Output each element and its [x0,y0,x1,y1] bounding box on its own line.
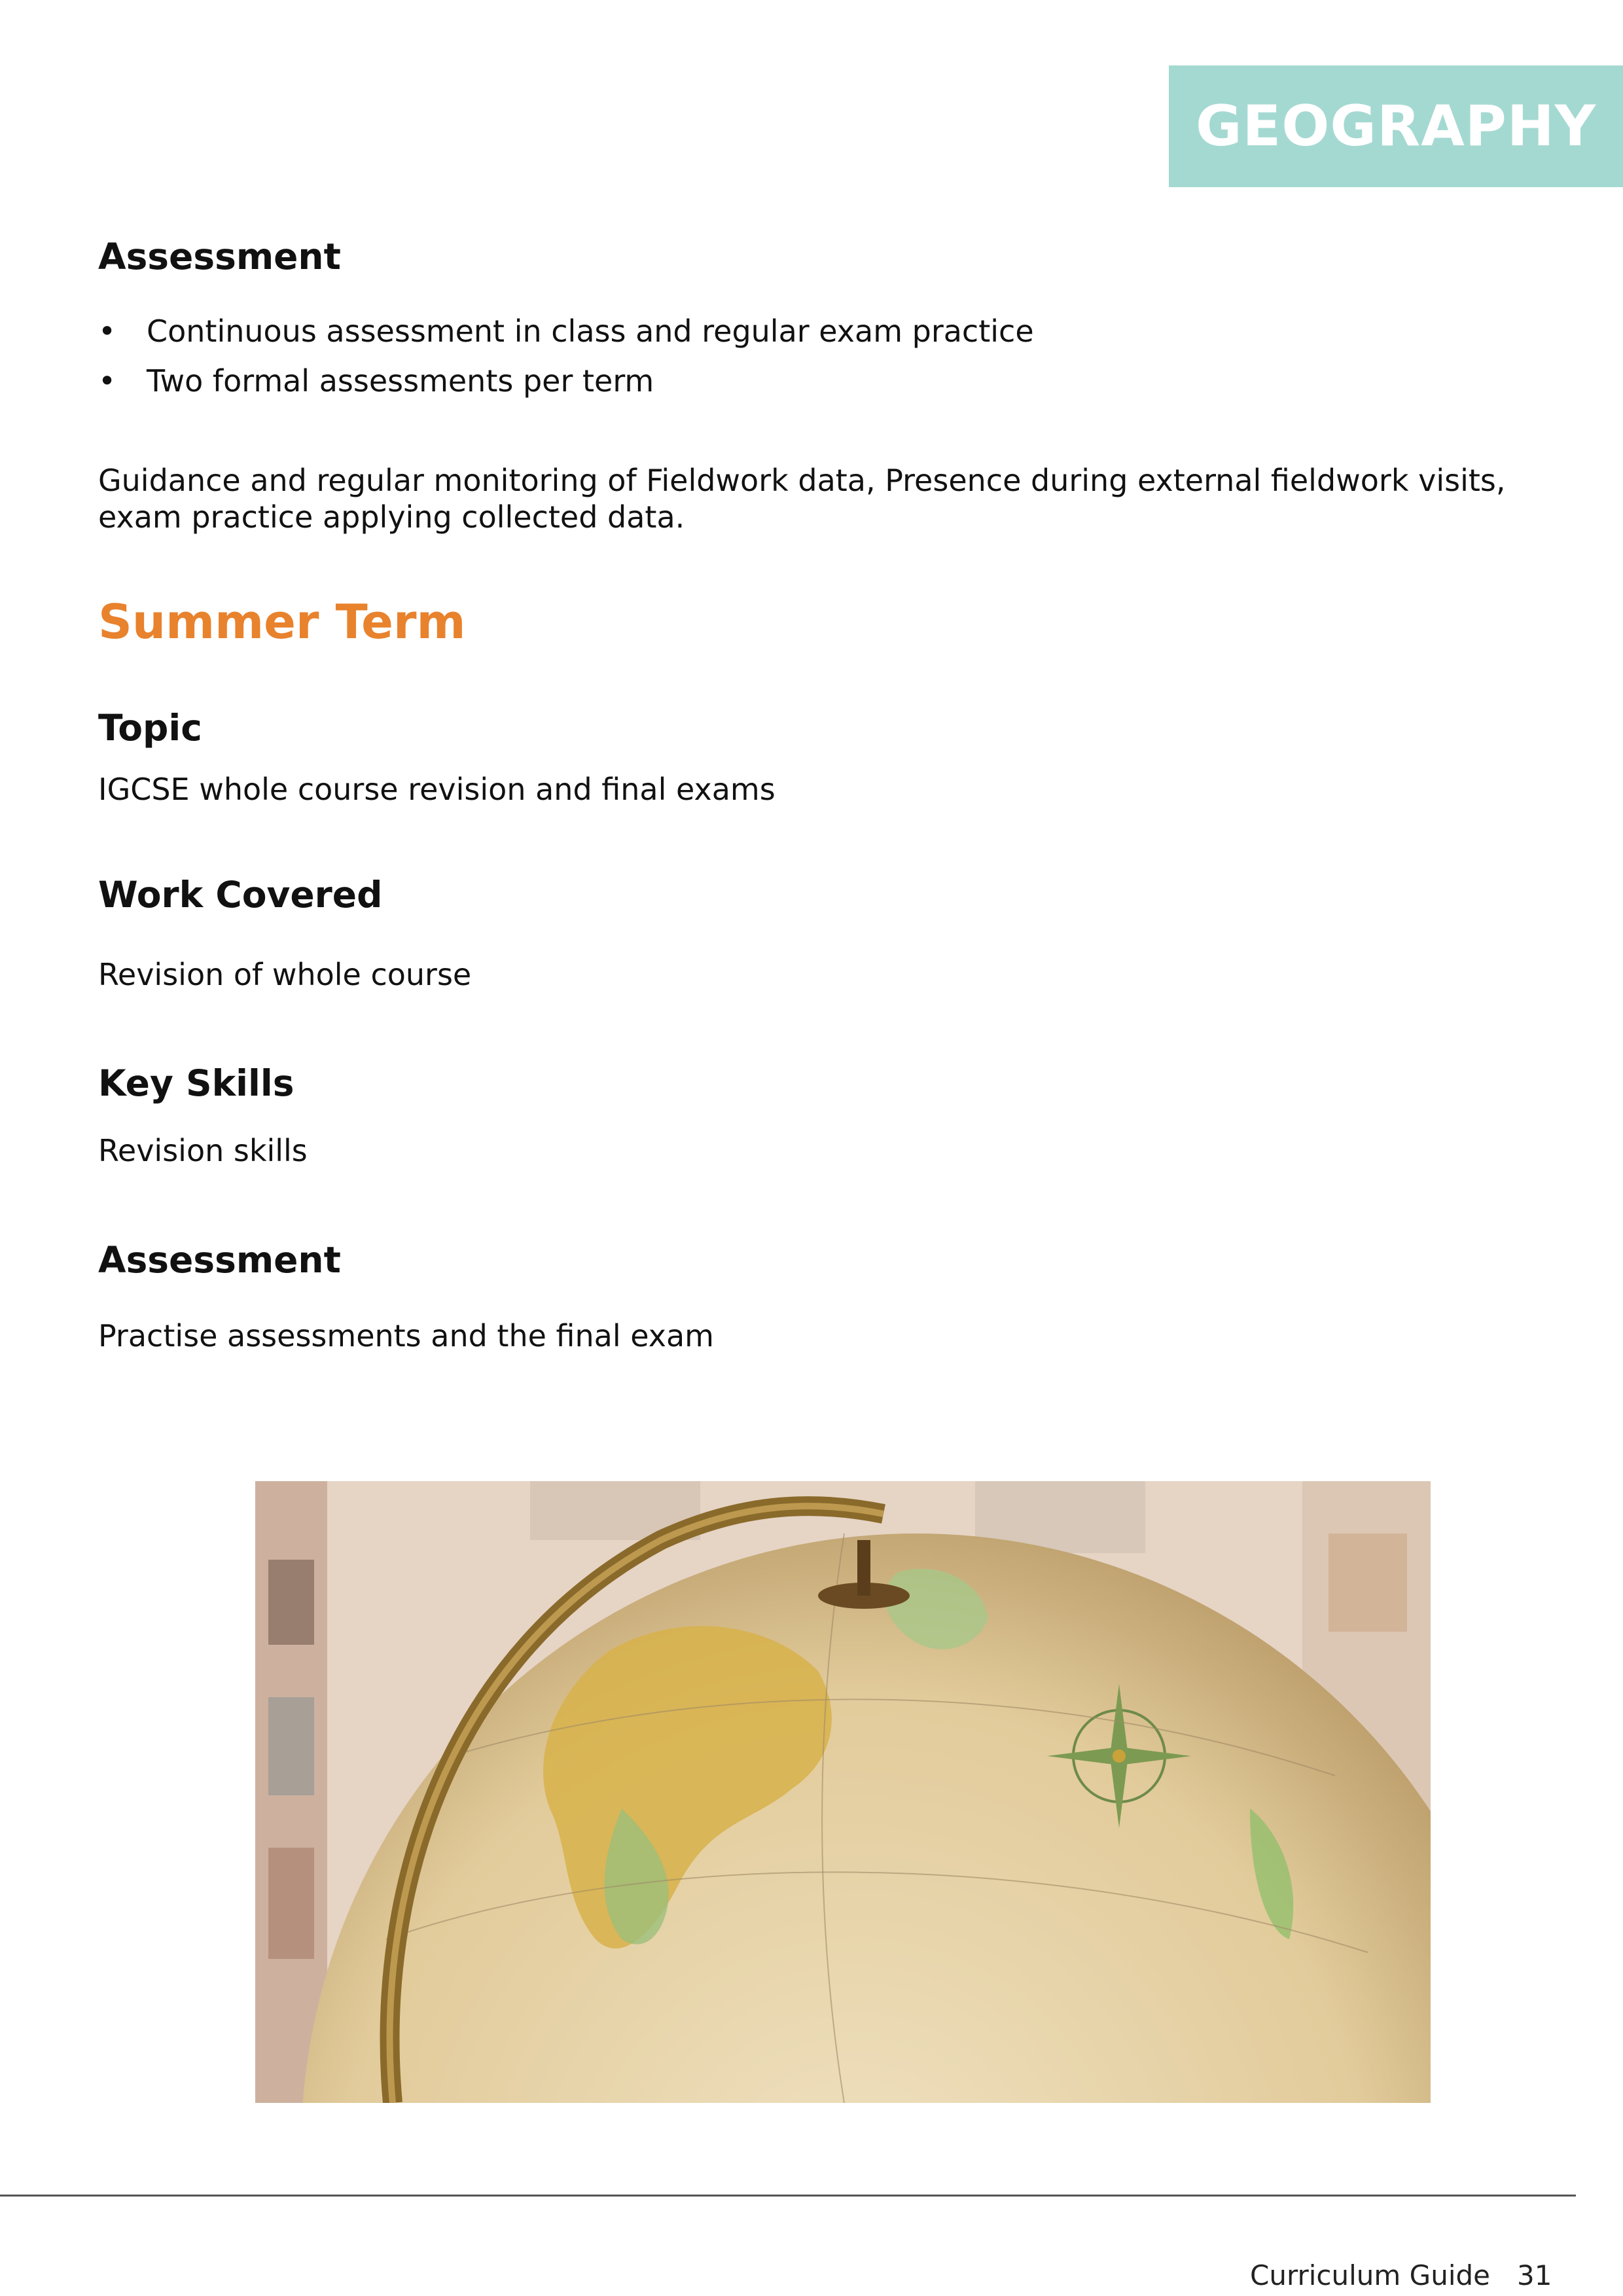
assessment-bullet-list [98,306,1034,406]
bullet-icon: • [98,314,116,349]
topic-heading: Topic [98,707,202,749]
summer-assessment-text: Practise assessments and the final exam [98,1318,714,1354]
list-item: • Continuous assessment in class and regular exam practice [98,306,1034,356]
topic-text: IGCSE whole course revision and final exams [98,772,776,807]
fieldwork-paragraph: Guidance and regular monitoring of Fieldwork data, Presence during external fieldwork visits, exam practice applying collected data. [98,463,1506,535]
bullet-icon: • [98,363,116,399]
globe-photo [255,1481,1431,2103]
key-skills-text: Revision skills [98,1133,308,1168]
summer-term-title: Summer Term [98,594,466,649]
work-covered-heading: Work Covered [98,874,383,916]
summer-assessment-heading: Assessment [98,1239,341,1281]
page-number: 31 [1517,2259,1552,2291]
list-item: • Two formal assessments per term [98,356,1034,406]
key-skills-heading: Key Skills [98,1062,294,1104]
work-covered-text: Revision of whole course [98,957,472,992]
footer-label: Curriculum Guide [1250,2259,1491,2291]
footer-divider [0,2195,1576,2197]
globe-illustration [255,1481,1431,2103]
assessment-heading: Assessment [98,236,341,278]
subject-badge [1169,65,1623,187]
subject-badge-label: GEOGRAPHY [1195,94,1597,159]
